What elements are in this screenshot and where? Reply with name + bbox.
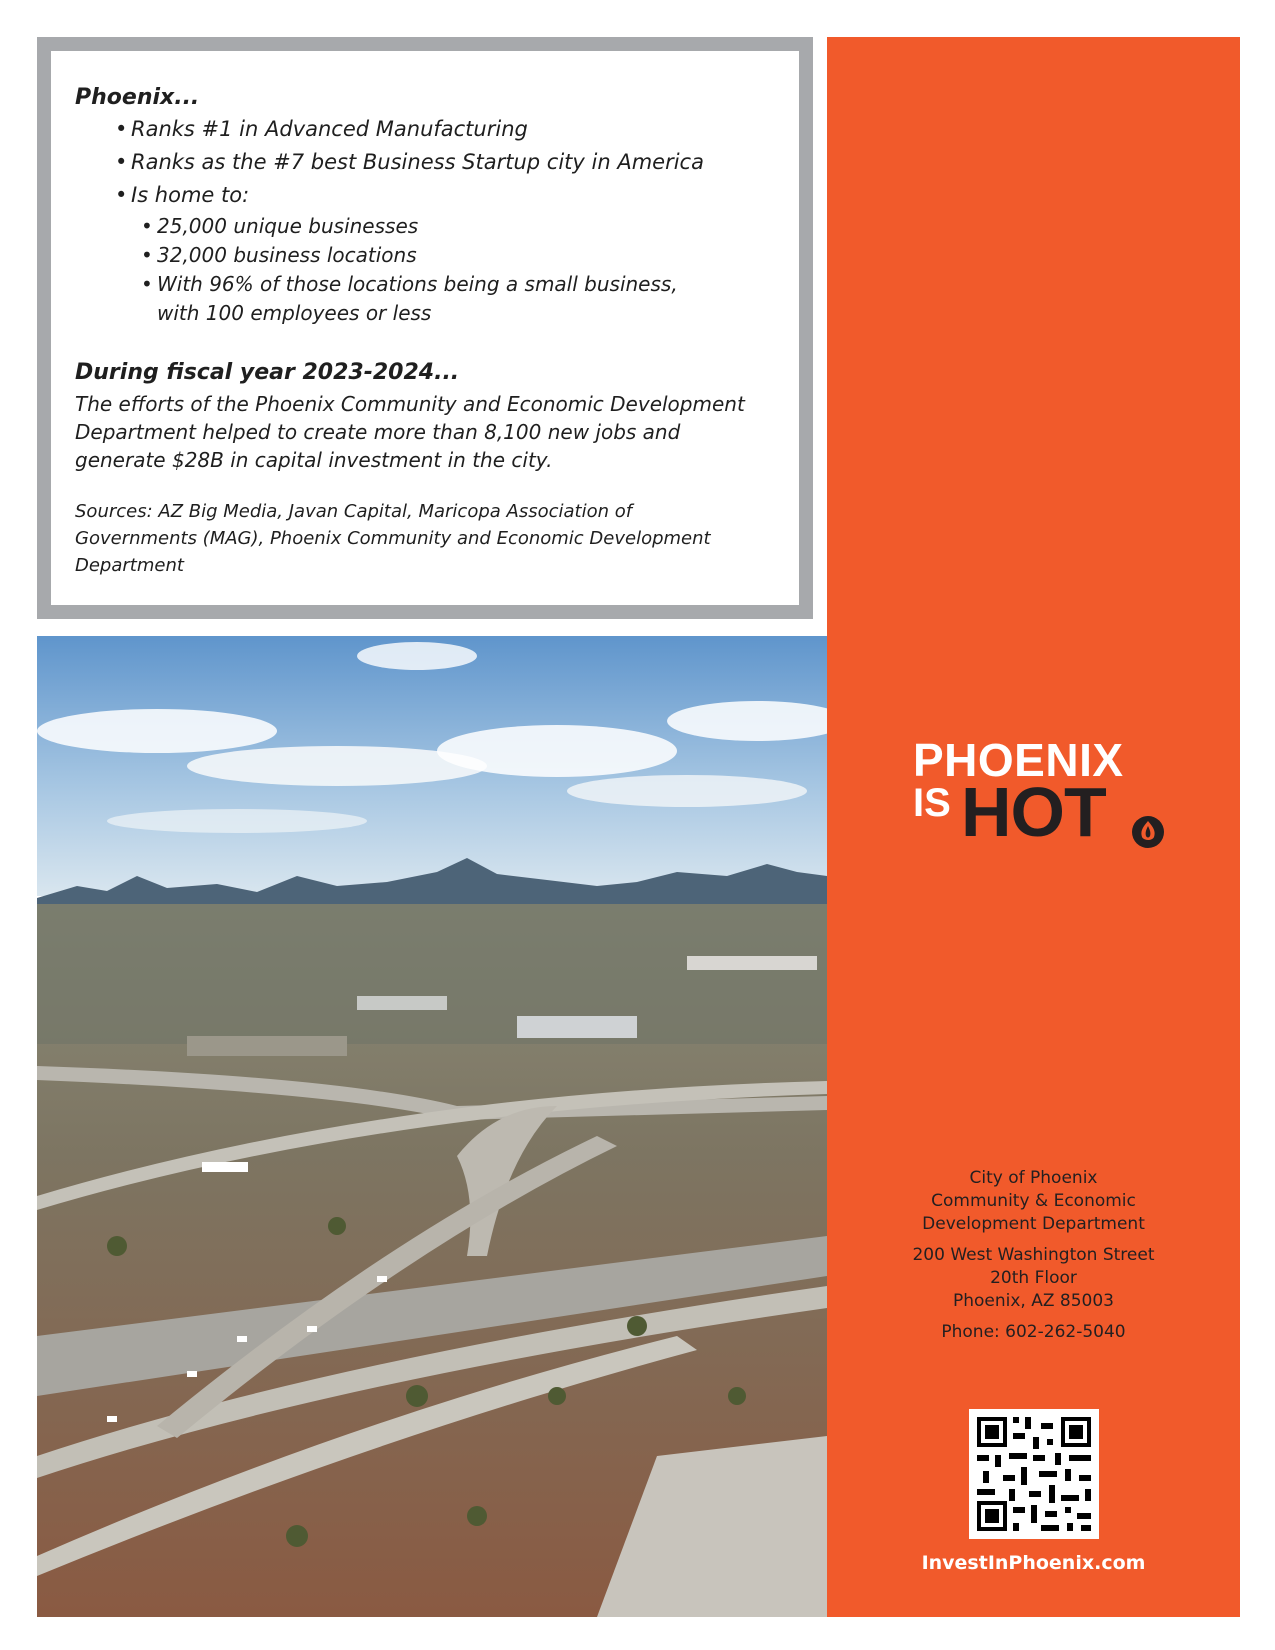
list-item: • Ranks #1 in Advanced Manufacturing bbox=[115, 113, 775, 146]
info-box bbox=[37, 37, 813, 619]
business-stats-list bbox=[75, 212, 775, 328]
list-item bbox=[115, 179, 775, 212]
phone-number: Phone: 602-262-5040 bbox=[941, 1322, 1126, 1342]
qr-code[interactable] bbox=[969, 1409, 1099, 1539]
aerial-illustration bbox=[37, 636, 827, 1617]
address: 200 West Washington Street 20th Floor Phoenix, AZ 85003 bbox=[912, 1245, 1155, 1311]
org-name: City of Phoenix Community & Economic Development Department bbox=[922, 1168, 1145, 1234]
phoenix-bird-icon bbox=[1131, 815, 1165, 849]
list-item-label: Is home to: bbox=[131, 183, 250, 207]
aerial-freeway-photo bbox=[37, 636, 827, 1617]
logo-hot-text: HOT bbox=[961, 773, 1106, 851]
list-item: • Ranks as the #7 best Business Startup city in America bbox=[115, 146, 775, 179]
orange-side-panel bbox=[827, 37, 1240, 1617]
contact-block bbox=[827, 1167, 1240, 1352]
phoenix-is-hot-logo bbox=[913, 734, 1173, 851]
ranking-list bbox=[75, 113, 775, 212]
fiscal-body: The efforts of the Phoenix Community and Economic Development Department helped to create more than 8,100 new jobs and generate $28B in capital investment in the city. bbox=[75, 392, 745, 472]
website-link[interactable]: InvestInPhoenix.com bbox=[921, 1552, 1146, 1574]
fiscal-heading: During fiscal year 2023-2024... bbox=[75, 360, 460, 385]
logo-phoenix-text: PHOENIX bbox=[913, 734, 1124, 786]
logo-is-text: IS bbox=[913, 781, 951, 825]
sources-note: Sources: AZ Big Media, Javan Capital, Maricopa Association of Governments (MAG), Phoenix Community and Economic Development Department bbox=[75, 501, 711, 576]
list-item: • 32,000 business locations bbox=[141, 241, 775, 270]
list-item: • With 96% of those locations being a small business, with 100 employees or less bbox=[141, 270, 717, 328]
info-heading: Phoenix... bbox=[75, 85, 200, 110]
list-item: • 25,000 unique businesses bbox=[141, 212, 775, 241]
